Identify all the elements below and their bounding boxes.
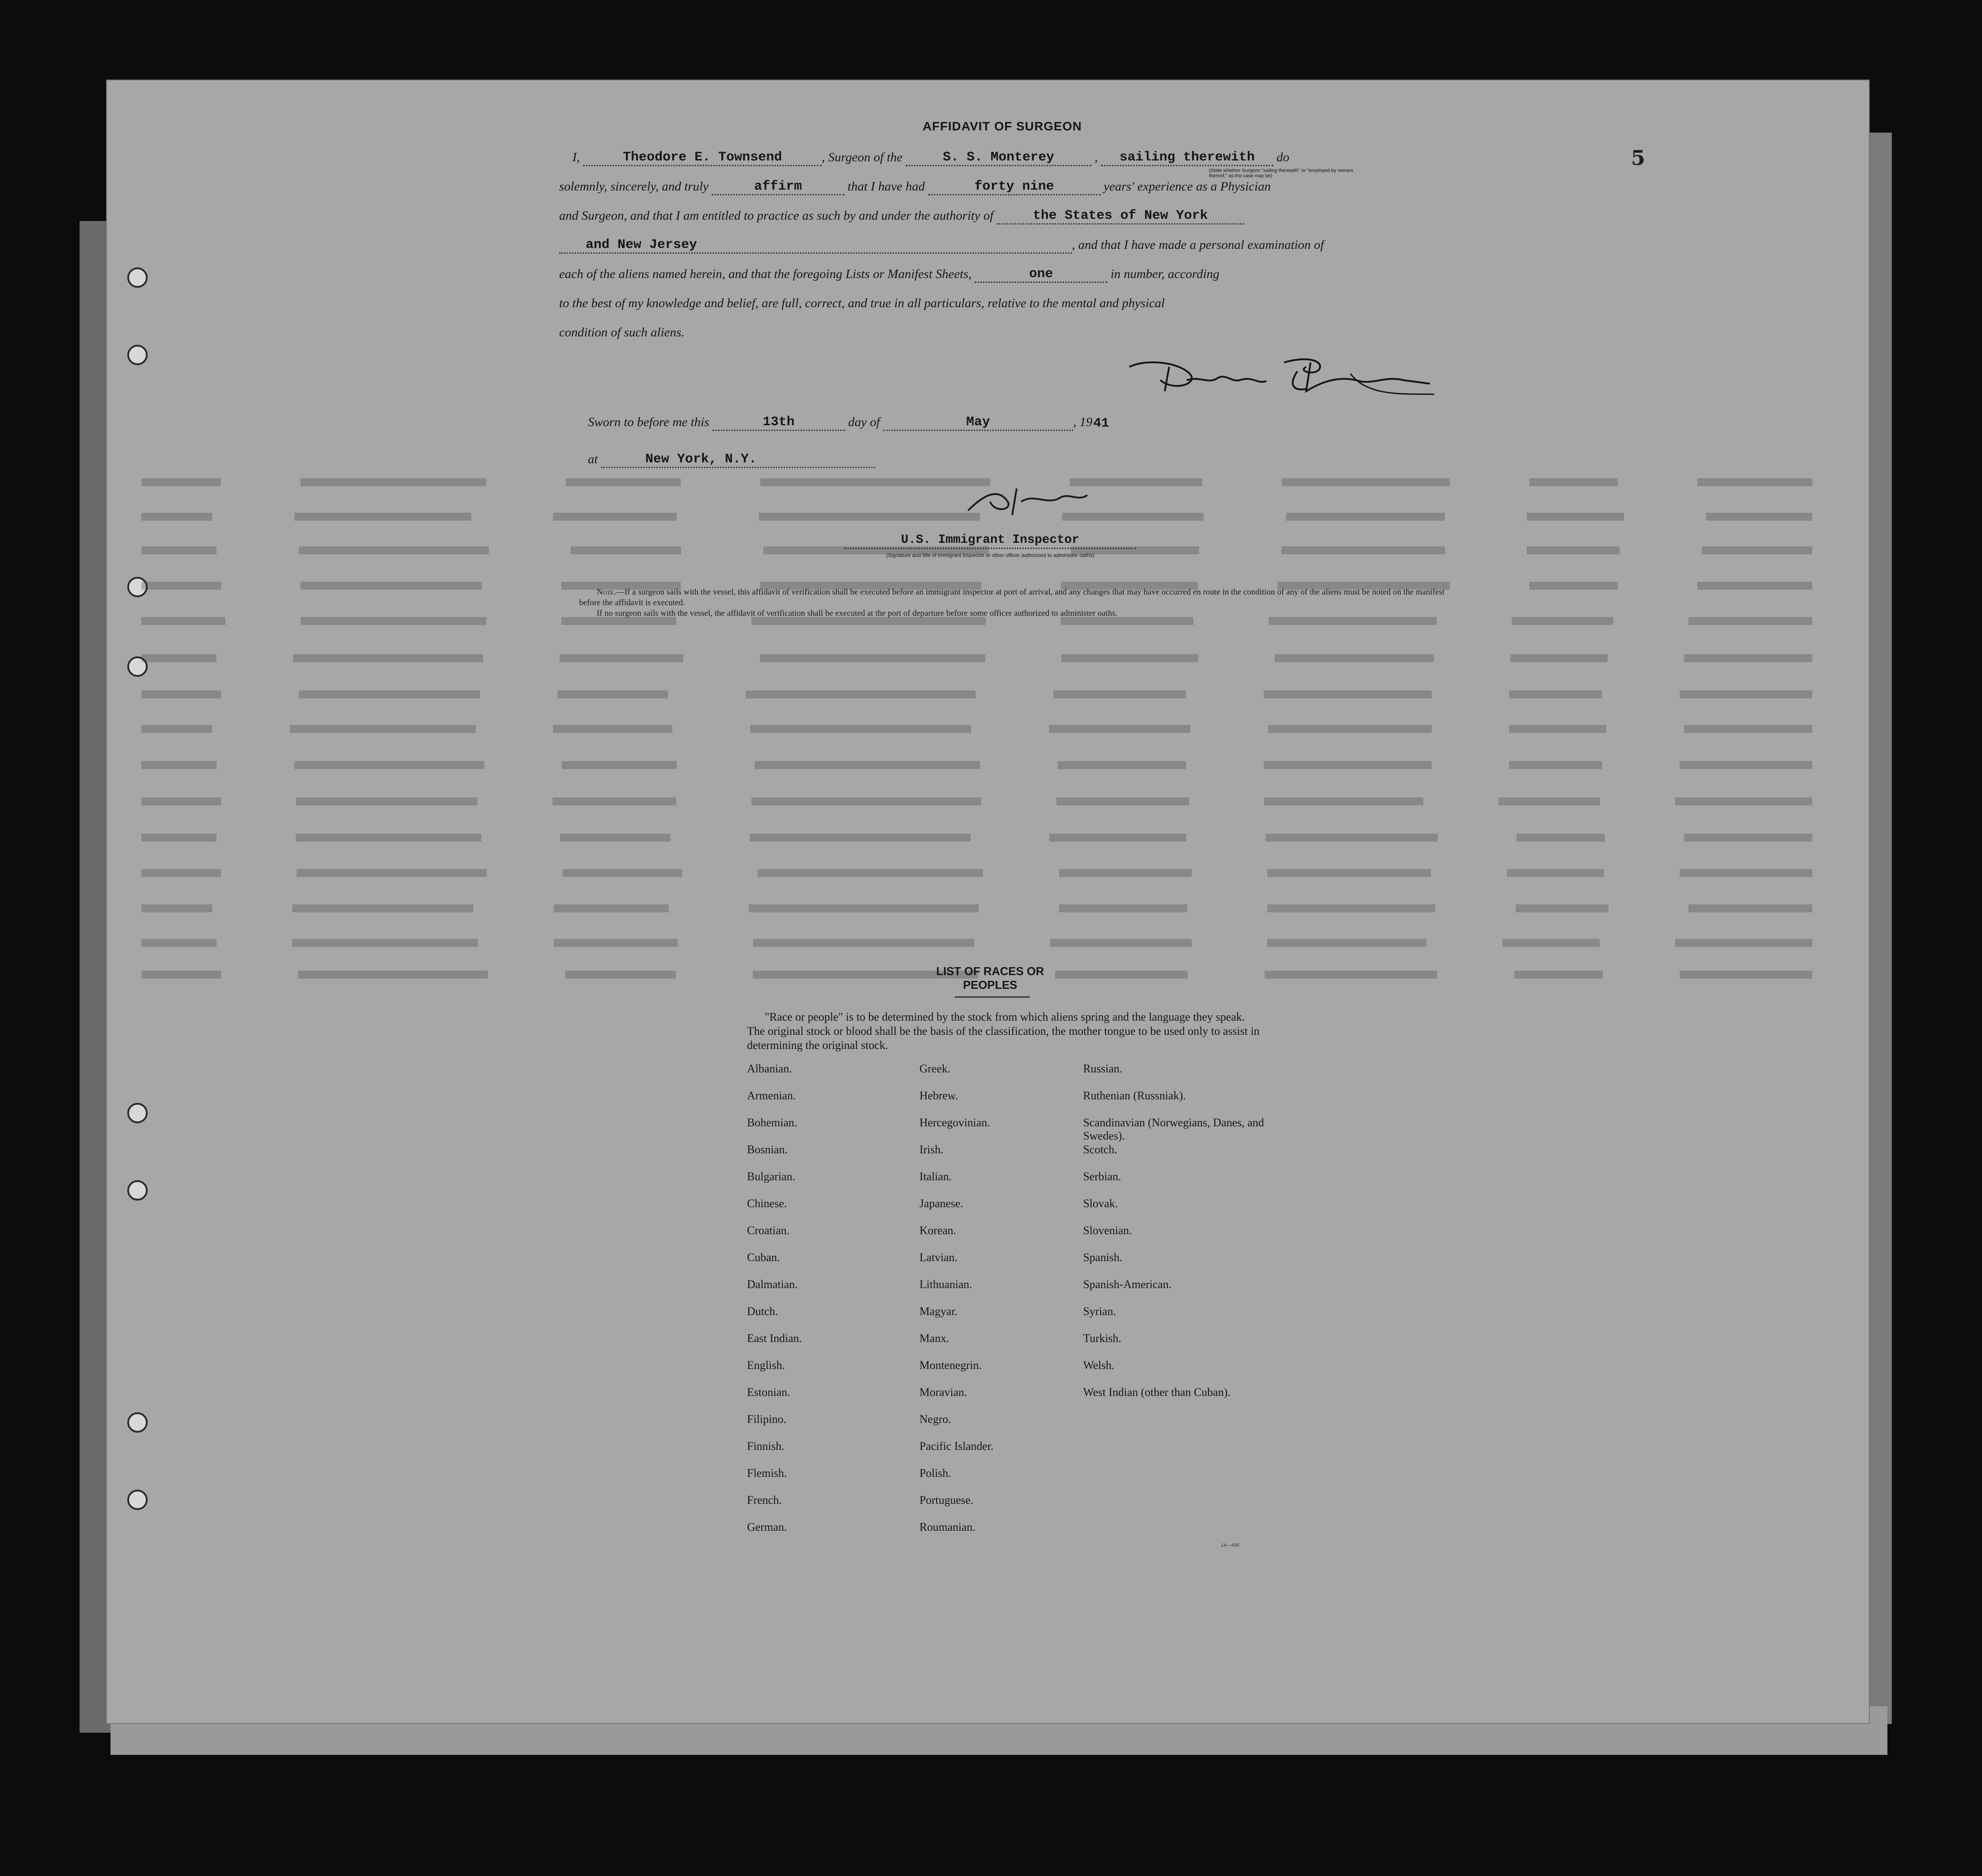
race-item: Scotch. [1083,1143,1117,1156]
ship-name-field: S. S. Monterey [906,150,1091,166]
years-experience-field: forty nine [928,179,1101,195]
race-item: English. [747,1359,785,1372]
races-column-2 [919,1062,1092,1548]
affidavit-text: , [1094,150,1098,164]
race-item: Cuban. [747,1251,780,1264]
races-title: LIST OF RACES OR PEOPLES [936,965,1044,991]
race-item: Italian. [919,1170,952,1183]
race-item: Lithuanian. [919,1278,972,1291]
inspector-title-field: U.S. Immigrant Inspector [844,533,1136,549]
affidavit-text: , and that I have made a personal examination of [1072,238,1324,252]
affidavit-text: and Surgeon, and that I am entitled to practice as such by and under the authority of [559,209,994,223]
race-item: Dutch. [747,1305,778,1318]
sheet-count-field: one [975,267,1107,283]
race-item: French. [747,1494,782,1506]
bleed-row [141,725,1812,736]
race-item: East Indian. [747,1332,802,1345]
race-item: Croatian. [747,1224,790,1237]
race-item: Roumanian. [919,1521,976,1533]
races-column-3 [1083,1062,1264,1548]
oath-type-field: affirm [712,179,844,195]
race-item: Estonian. [747,1386,790,1399]
race-item: Dalmatian. [747,1278,798,1291]
affidavit-line [559,236,1445,265]
race-item: Negro. [919,1413,951,1426]
note-text: —If a surgeon sails with the vessel, this affidavit of verification shall be executed before an immigrant inspector at port of arrival, and any changes that may have occurred en route in the condition of any of the aliens must be noted on the manifest before the affidavit is executed. [579,587,1445,607]
race-item: Irish. [919,1143,944,1156]
race-item: Moravian. [919,1386,967,1399]
affidavit-note [579,587,1445,619]
sailing-status-note: (State whether Surgeon "sailing therewith" or "employed by owners thereof," as the case may be) [1209,168,1353,179]
punch-hole [127,1103,148,1123]
bleed-row [141,904,1812,916]
sworn-place-line [588,450,1229,480]
surgeon-signature [1121,349,1439,402]
punch-hole [127,1490,148,1510]
inspector-caption: (Signature and title of immigrant inspector or other officer authorized to administer oaths) [886,552,1094,558]
race-item: Hebrew. [919,1089,958,1102]
affidavit-text: solemnly, sincerely, and truly [559,179,709,194]
page-number: 5 [1631,146,1646,170]
affidavit-text: do [1277,150,1289,164]
race-item: Scandinavian (Norwegians, Danes, and Swedes). [1083,1116,1264,1142]
race-item: Spanish. [1083,1251,1123,1264]
race-item: Bulgarian. [747,1170,796,1183]
race-item: Bohemian. [747,1116,797,1129]
sworn-text: , 19 [1073,415,1093,429]
race-item: Albanian. [747,1062,792,1075]
note-paragraph [579,587,1445,608]
affidavit-line [559,265,1445,294]
race-item: Portuguese. [919,1494,974,1506]
sworn-statement [588,413,1229,558]
race-item: Syrian. [1083,1305,1116,1318]
race-item: Filipino. [747,1413,786,1426]
race-item: Chinese. [747,1197,787,1210]
sworn-line [588,413,1229,442]
affidavit-text: I, [572,150,580,164]
bleed-row [141,939,1812,950]
race-item: Welsh. [1083,1359,1115,1372]
race-item: Japanese. [919,1197,964,1210]
bleed-row [141,654,1812,666]
affidavit-line: condition of such aliens. [559,325,685,339]
race-item: Spanish-American. [1083,1278,1172,1291]
sworn-month-field: May [883,415,1073,431]
sailing-status-field: sailing therewith [1101,150,1273,166]
surgeon-name-field: Theodore E. Townsend [583,150,822,166]
affidavit-title: AFFIDAVIT OF SURGEON [922,119,1082,133]
race-item: Turkish. [1083,1332,1121,1345]
punch-hole [127,267,148,288]
affidavit-text: each of the aliens named herein, and that the foregoing Lists or Manifest Sheets, [559,267,972,281]
bleed-row [141,797,1812,809]
authority-field-continued: and New Jersey [559,237,1072,254]
races-columns [747,1062,1264,1548]
affidavit-text: , Surgeon of the [822,150,903,164]
race-item: West Indian (other than Cuban). [1083,1386,1231,1399]
sworn-place-field: New York, N.Y. [601,452,875,468]
race-item: Ruthenian (Russniak). [1083,1089,1186,1102]
race-item: Russian. [1083,1062,1123,1075]
race-item: Bosnian. [747,1143,788,1156]
sworn-text: Sworn to before me this [588,415,709,429]
race-item: German. [747,1521,787,1533]
race-item: Flemish. [747,1467,787,1479]
race-item: Pacific Islander. [919,1440,994,1453]
race-item: Hercegovinian. [919,1116,990,1129]
bleed-row [141,834,1812,845]
races-intro: "Race or people" is to be determined by the stock from which aliens spring and the language they speak. The original stock or blood shall be the basis of the classification, the mother tongue to be used only to assist in determining the original stock. [747,1010,1260,1052]
punch-hole [127,1180,148,1201]
race-item: Slovenian. [1083,1224,1132,1237]
affidavit-text: that I have had [847,179,925,194]
punch-hole [127,345,148,365]
affidavit-of-surgeon [559,119,1445,353]
list-of-races [734,965,1264,1548]
race-item: Korean. [919,1224,957,1237]
race-item: Manx. [919,1332,949,1345]
affidavit-text: years' experience as a Physician [1103,179,1271,194]
sworn-text: at [588,452,598,466]
race-item: Serbian. [1083,1170,1121,1183]
race-item: Armenian. [747,1089,796,1102]
inspector-signature [959,475,1092,519]
punch-hole [127,1412,148,1433]
race-item: Finnish. [747,1440,785,1453]
form-number: 14—430 [1221,1543,1239,1548]
race-item: Slovak. [1083,1197,1118,1210]
bleed-row [141,761,1812,773]
races-column-1 [747,1062,919,1548]
race-item: Montenegrin. [919,1359,982,1372]
note-paragraph: If no surgeon sails with the vessel, the affidavit of verification shall be executed at the port of departure before some officer authorized to administer oaths. [597,609,1118,618]
affidavit-text: in number, according [1110,267,1220,281]
race-item: Magyar. [919,1305,958,1318]
sworn-day-field: 13th [713,415,845,431]
sworn-text: day of [848,415,880,429]
races-title-rule [955,996,1030,998]
race-item: Greek. [919,1062,951,1075]
affidavit-line [559,178,1445,207]
affidavit-line [559,207,1445,236]
affidavit-line: to the best of my knowledge and belief, are full, correct, and true in all particulars, relative to the mental and physical [559,296,1165,310]
authority-field: the States of New York [997,208,1244,225]
race-item: Latvian. [919,1251,958,1264]
note-label: Note. [597,587,616,597]
bleed-row [141,690,1812,702]
race-item: Polish. [919,1467,951,1479]
bleed-row [141,869,1812,881]
sworn-year-field: 41 [1093,416,1109,431]
affidavit-line [559,149,1445,178]
